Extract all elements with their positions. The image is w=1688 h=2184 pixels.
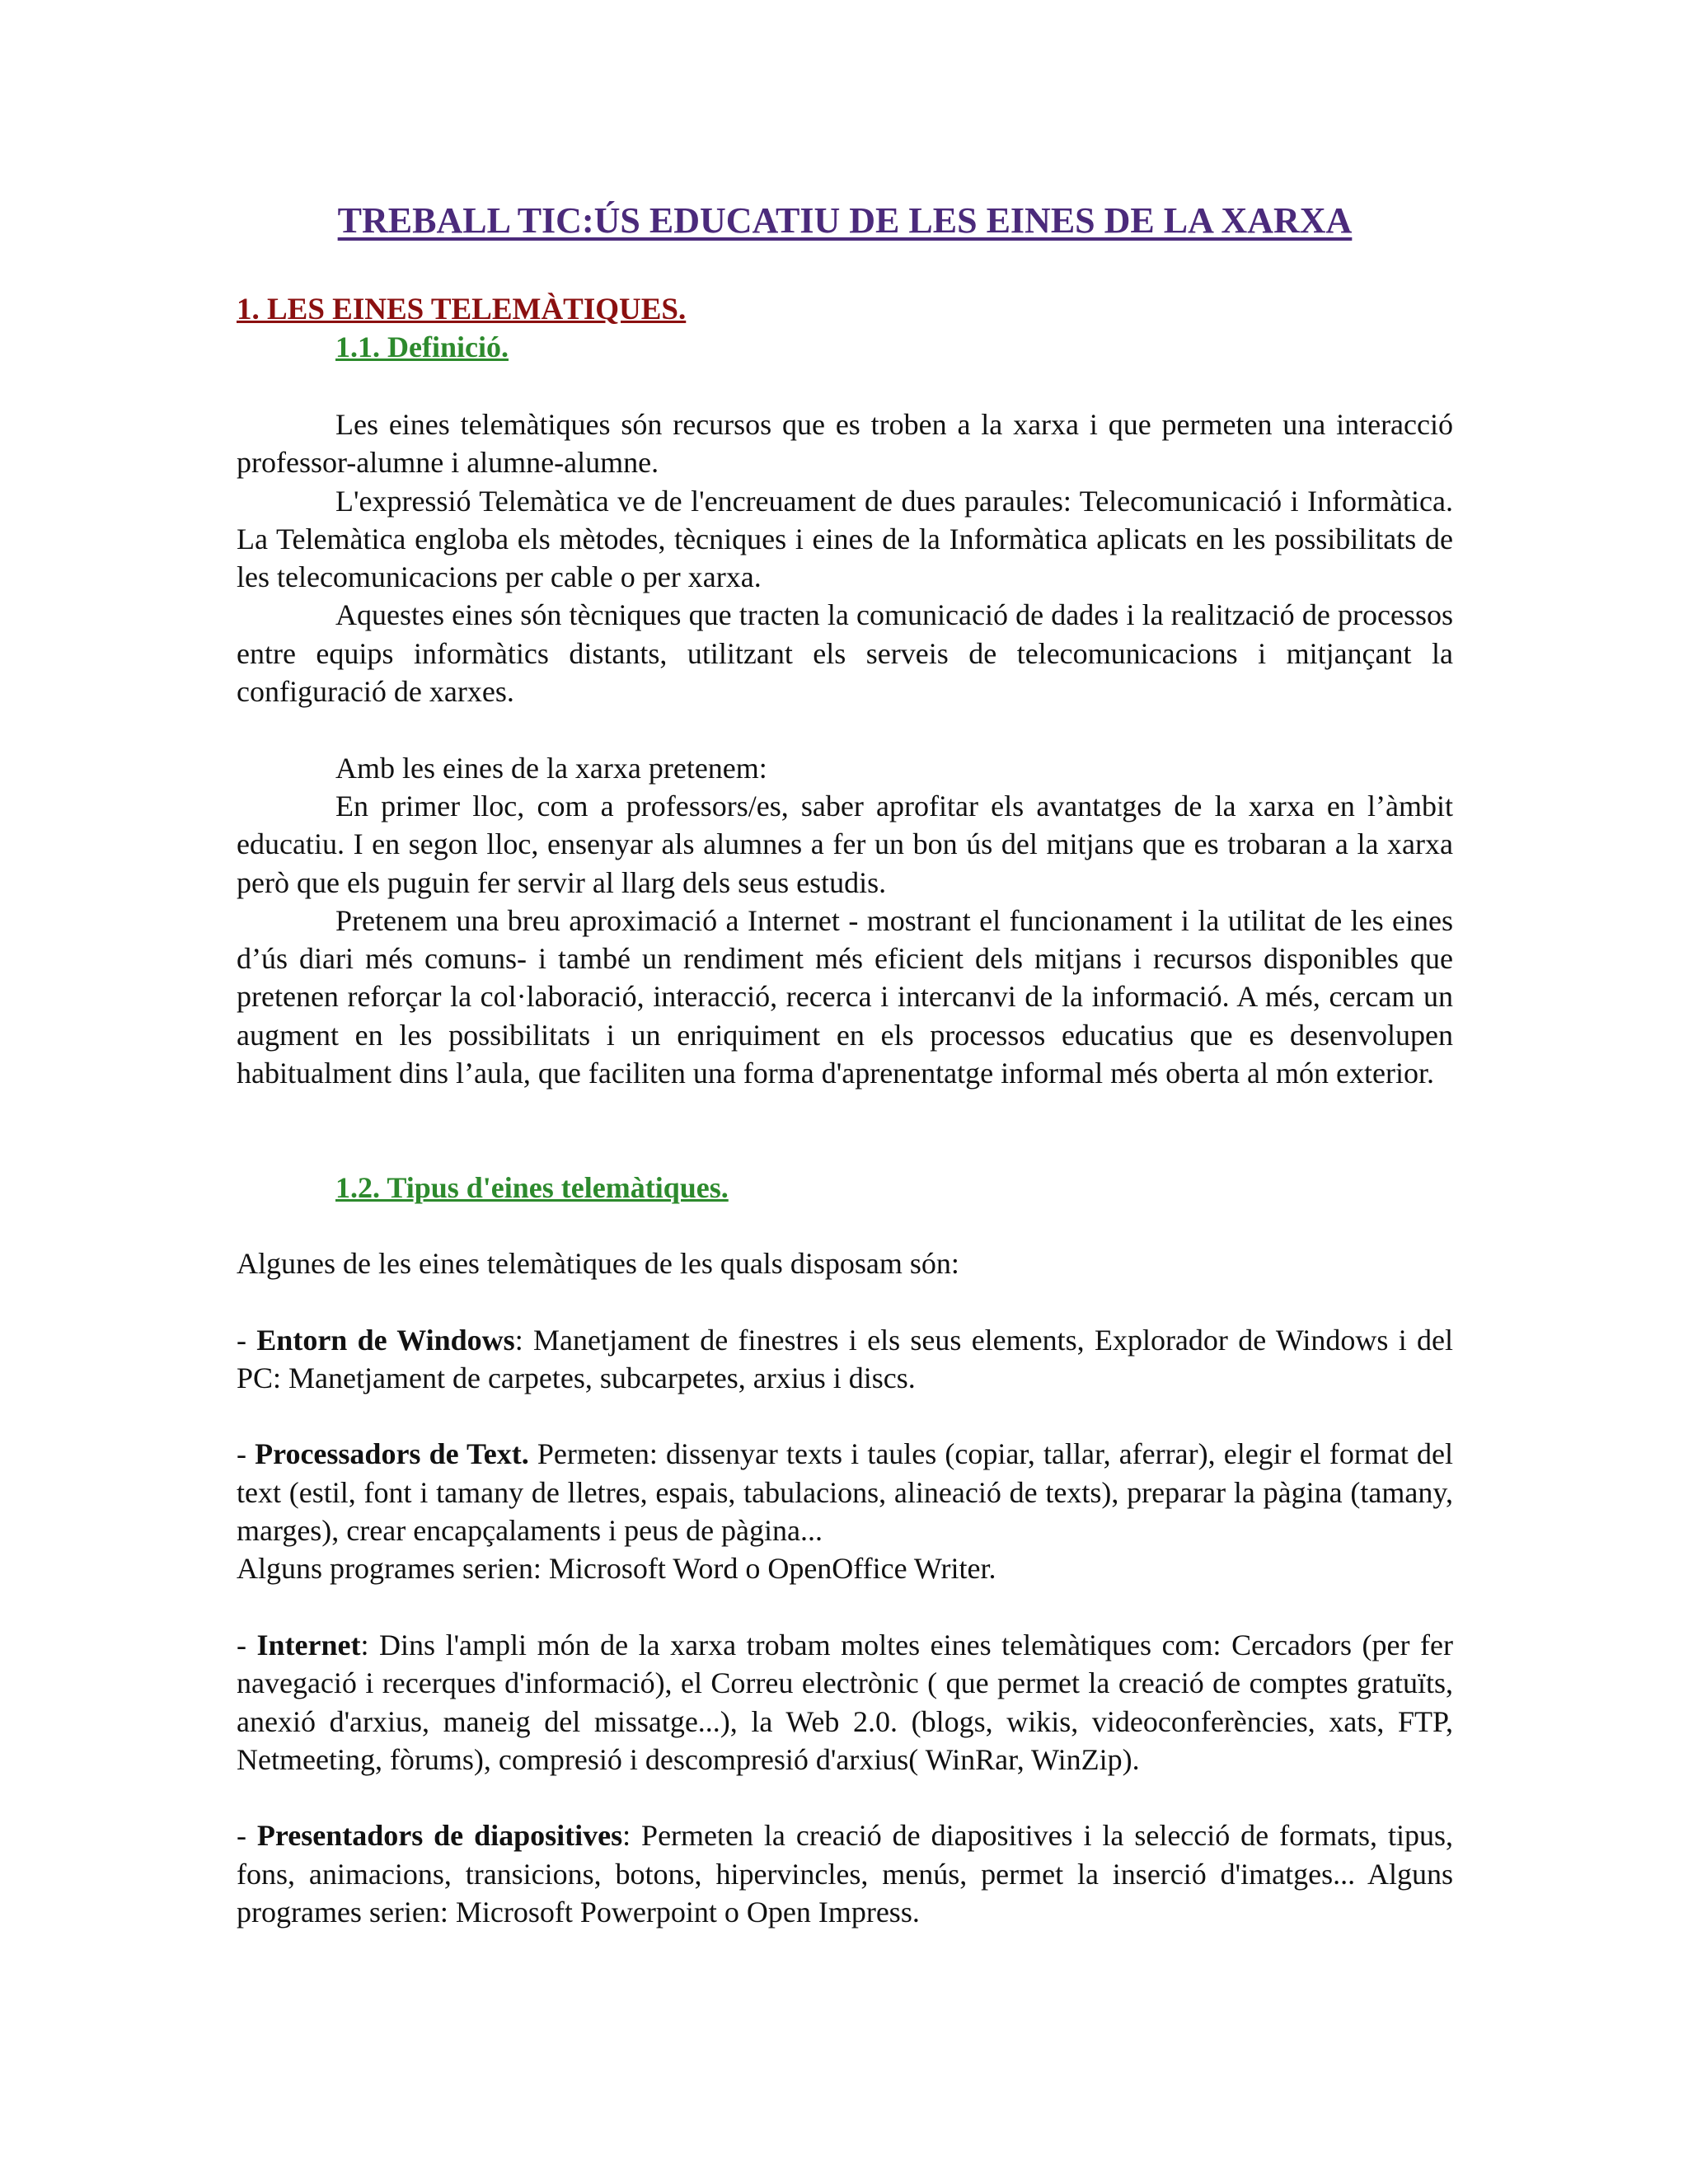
definition-section [237, 405, 1453, 1092]
paragraph-aims: En primer lloc, com a professors/es, saber aprofitar els avantatges de la xarxa en l’àmbit educatiu. I en segon lloc, ensenyar als alumnes a fer un bon ús del mitjans que es trobaran a la xarxa però que els puguin fer servir al llarg dels seus estudis. [237, 789, 1453, 899]
subsection-heading-1-2: 1.2. Tipus d'eines telemàtiques. [335, 1171, 729, 1204]
paragraph-techniques: Aquestes eines són tècniques que tracten la comunicació de dades i la realització de processos entre equips informàtics distants, utilitzant els serveis de telecomunicacions i mitjançant la configuració de xarxes. [237, 598, 1453, 709]
item-term: Entorn de Windows [256, 1323, 515, 1357]
subsection-heading-1-1: 1.1. Definició. [335, 330, 509, 363]
paragraph-internet-approach: Pretenem una breu aproximació a Internet - mostrant el funcionament i la utilitat de les eines d’ús diari més comuns- i també un rendiment més eficient dels mitjans i recursos disponibles que pretenen reforçar la col·laboració, interacció, recerca i intercanvi de la informació. A més, cercam un augment en les possibilitats i un enriquiment en els processos educatius que es desenvolupen habitualment dins l’aula, que faciliten una forma d'aprenentatge informal més oberta al món exterior. [237, 903, 1453, 1090]
list-item: - Processadors de Text. Permeten: dissenyar texts i taules (copiar, tallar, aferrar), elegir el format del text (estil, font i tamany de lletres, espais, tabulacions, alineació de texts), preparar la pàgina (tamany, marges), crear encapçalaments i peus de pàgina... [237, 1437, 1453, 1548]
item-term: Internet [256, 1628, 361, 1661]
item-term: Presentadors de diapositives [256, 1819, 623, 1853]
tools-intro: Algunes de les eines telemàtiques de les quals disposam són: [237, 1247, 959, 1280]
paragraph-definition: Les eines telemàtiques són recursos que es troben a la xarxa i que permeten una interacció professor-alumne i alumne-alumne. [237, 408, 1453, 480]
list-item: - Internet: Dins l'ampli món de la xarxa trobam moltes eines telemàtiques com: Cercadors (per fer navegació i recerques d'informació), el Correu electrònic ( que permet la creació de comptes gratuïts, anexió d'arxius, maneig del missatge...), la Web 2.0. (blogs, wikis, videoconferències, xats, FTP, Netmeeting, fòrums), compresió i descompresió d'arxius( WinRar, WinZip). [237, 1628, 1453, 1776]
document-title: TREBALL TIC:ÚS EDUCATIU DE LES EINES DE LA XARXA [337, 200, 1353, 241]
list-item-extra: Alguns programes serien: Microsoft Word o OpenOffice Writer. [237, 1552, 996, 1586]
list-item: - Presentadors de diapositives: Permeten la creació de diapositives i la selecció de formats, tipus, fons, animacions, transicions, botons, hipervincles, menús, permet la inserció d'imatges... Alguns programes serien: Microsoft Powerpoint o Open Impress. [237, 1819, 1453, 1929]
paragraph-expression: L'expressió Telemàtica ve de l'encreuament de dues paraules: Telecomunicació i Informàtica. La Telemàtica engloba els mètodes, tècniques i eines de la Informàtica aplicats en les possibilitats de les telecomunicacions per cable o per xarxa. [237, 484, 1453, 594]
list-item: - Entorn de Windows: Manetjament de finestres i els seus elements, Explorador de Windows i del PC: Manetjament de carpetes, subcarpetes, arxius i discs. [237, 1323, 1453, 1394]
section-heading-1: 1. LES EINES TELEMÀTIQUES. [237, 293, 687, 326]
tools-section [237, 1244, 1453, 1931]
item-term: Processadors de Text. [255, 1437, 529, 1471]
paragraph-aims-intro: Amb les eines de la xarxa pretenem: [335, 751, 767, 785]
